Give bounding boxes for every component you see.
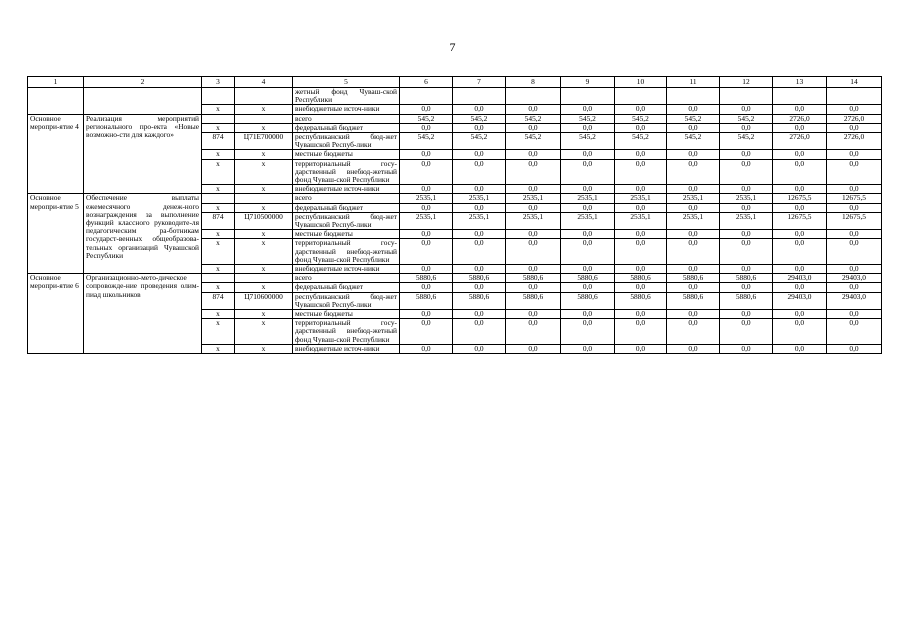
page-number: 7 [449, 40, 456, 54]
gr-code-cell: x [202, 159, 235, 185]
value-cell: 545,2 [453, 133, 506, 150]
value-cell: 0,0 [667, 123, 720, 132]
value-cell: 0,0 [615, 185, 667, 194]
source-name-cell: федеральный бюджет [293, 123, 400, 132]
source-name-cell: местные бюджеты [293, 150, 400, 159]
source-name-cell: местные бюджеты [293, 230, 400, 239]
header-cell: 3 [202, 77, 235, 88]
value-cell: 0,0 [827, 319, 882, 345]
csr-code-cell: x [235, 123, 293, 132]
value-cell: 0,0 [615, 310, 667, 319]
csr-code-cell: Ц71Е700000 [235, 133, 293, 150]
value-cell: 0,0 [667, 105, 720, 114]
value-cell: 29403,0 [827, 274, 882, 283]
header-cell: 1 [28, 77, 84, 88]
value-cell: 0,0 [561, 185, 615, 194]
value-cell: 0,0 [720, 344, 773, 353]
empty-cell [773, 88, 827, 105]
source-name-cell: территориальный госу-дарственный внебюд-жетный фонд Чуваш-ской Республики [293, 319, 400, 345]
value-cell: 0,0 [773, 123, 827, 132]
value-cell: 0,0 [400, 283, 453, 292]
value-cell: 0,0 [667, 265, 720, 274]
event-label-cell: Основное меропри-ятие 6 [28, 274, 84, 354]
value-cell: 0,0 [453, 310, 506, 319]
value-cell: 0,0 [400, 150, 453, 159]
value-cell: 0,0 [400, 203, 453, 212]
value-cell: 0,0 [827, 310, 882, 319]
value-cell: 0,0 [773, 283, 827, 292]
csr-code-cell: x [235, 150, 293, 159]
empty-cell [615, 88, 667, 105]
value-cell: 0,0 [453, 150, 506, 159]
value-cell: 2726,0 [827, 133, 882, 150]
source-name-cell: местные бюджеты [293, 310, 400, 319]
value-cell: 0,0 [561, 310, 615, 319]
value-cell: 0,0 [667, 310, 720, 319]
value-cell: 0,0 [827, 159, 882, 185]
value-cell: 0,0 [615, 239, 667, 265]
value-cell: 545,2 [615, 114, 667, 123]
value-cell: 0,0 [400, 344, 453, 353]
empty-cell [453, 88, 506, 105]
value-cell: 0,0 [827, 123, 882, 132]
value-cell: 0,0 [667, 185, 720, 194]
value-cell: 545,2 [720, 133, 773, 150]
value-cell: 29403,0 [773, 292, 827, 309]
value-cell: 2535,1 [561, 194, 615, 203]
value-cell: 0,0 [453, 265, 506, 274]
value-cell: 0,0 [561, 265, 615, 274]
value-cell: 0,0 [506, 239, 561, 265]
header-cell: 4 [235, 77, 293, 88]
value-cell: 0,0 [561, 150, 615, 159]
source-name-cell: федеральный бюджет [293, 283, 400, 292]
value-cell: 0,0 [667, 344, 720, 353]
value-cell: 0,0 [667, 150, 720, 159]
value-cell: 545,2 [506, 114, 561, 123]
value-cell: 545,2 [561, 133, 615, 150]
value-cell: 5880,6 [720, 292, 773, 309]
value-cell: 0,0 [615, 123, 667, 132]
value-cell: 29403,0 [827, 292, 882, 309]
value-cell: 0,0 [773, 319, 827, 345]
value-cell: 0,0 [506, 105, 561, 114]
csr-code-cell [235, 114, 293, 123]
value-cell: 0,0 [506, 283, 561, 292]
value-cell: 2726,0 [773, 114, 827, 123]
event-label-cell: Основное меропри-ятие 5 [28, 194, 84, 274]
value-cell: 0,0 [506, 265, 561, 274]
value-cell: 0,0 [453, 185, 506, 194]
value-cell: 0,0 [453, 239, 506, 265]
value-cell: 2535,1 [400, 194, 453, 203]
csr-code-cell: x [235, 344, 293, 353]
value-cell: 2535,1 [453, 194, 506, 203]
value-cell: 0,0 [561, 230, 615, 239]
value-cell: 0,0 [773, 265, 827, 274]
value-cell: 5880,6 [400, 292, 453, 309]
value-cell: 0,0 [827, 230, 882, 239]
event-description-cell: Организационно-мето-дическое сопровожде-ние проведения олим-пиад школьников [84, 274, 202, 354]
value-cell: 0,0 [827, 239, 882, 265]
value-cell: 0,0 [453, 203, 506, 212]
value-cell: 0,0 [773, 230, 827, 239]
value-cell: 0,0 [720, 123, 773, 132]
gr-code-cell: x [202, 105, 235, 114]
value-cell: 12675,5 [827, 194, 882, 203]
csr-code-cell: x [235, 203, 293, 212]
source-name-cell: республиканский бюд-жет Чувашской Респуб-лики [293, 292, 400, 309]
value-cell: 0,0 [506, 150, 561, 159]
header-cell: 11 [667, 77, 720, 88]
value-cell: 0,0 [453, 159, 506, 185]
source-name-cell: республиканский бюд-жет Чувашской Респуб-лики [293, 212, 400, 229]
value-cell: 0,0 [827, 283, 882, 292]
value-cell: 0,0 [615, 159, 667, 185]
value-cell: 0,0 [773, 203, 827, 212]
value-cell: 545,2 [667, 133, 720, 150]
value-cell: 0,0 [561, 159, 615, 185]
value-cell: 0,0 [773, 310, 827, 319]
source-name-cell: федеральный бюджет [293, 203, 400, 212]
gr-code-cell: x [202, 310, 235, 319]
value-cell: 0,0 [720, 319, 773, 345]
value-cell: 5880,6 [453, 292, 506, 309]
value-cell: 0,0 [506, 159, 561, 185]
value-cell: 0,0 [615, 319, 667, 345]
value-cell: 0,0 [506, 123, 561, 132]
value-cell: 2535,1 [667, 212, 720, 229]
value-cell: 0,0 [400, 310, 453, 319]
value-cell: 0,0 [773, 344, 827, 353]
value-cell: 0,0 [400, 159, 453, 185]
gr-code-cell: x [202, 203, 235, 212]
value-cell: 0,0 [827, 150, 882, 159]
value-cell: 545,2 [615, 133, 667, 150]
value-cell: 545,2 [720, 114, 773, 123]
value-cell: 0,0 [827, 344, 882, 353]
value-cell: 0,0 [720, 105, 773, 114]
event-description-cell: Обеспечение выплаты ежемесячного денеж-ного вознаграждения за выполнение функций классного руководите-ля педагогическим ра-ботникам государст-венных общеобразова-тельных организаций Чувашской Республики [84, 194, 202, 274]
value-cell: 0,0 [667, 230, 720, 239]
value-cell: 0,0 [453, 230, 506, 239]
csr-code-cell: x [235, 105, 293, 114]
value-cell: 0,0 [667, 283, 720, 292]
value-cell: 0,0 [561, 105, 615, 114]
value-cell: 5880,6 [667, 292, 720, 309]
value-cell: 2535,1 [506, 194, 561, 203]
value-cell: 0,0 [827, 203, 882, 212]
header-cell: 10 [615, 77, 667, 88]
value-cell: 0,0 [720, 283, 773, 292]
source-name-cell: территориальный госу-дарственный внебюд-жетный фонд Чуваш-ской Республики [293, 159, 400, 185]
event-description-cell: Реализация мероприятий регионального про-екта «Новые возможно-сти для каждого» [84, 114, 202, 194]
value-cell: 0,0 [720, 310, 773, 319]
funding-table [27, 76, 882, 354]
value-cell: 0,0 [720, 185, 773, 194]
empty-cell [561, 88, 615, 105]
source-name-cell: внебюджетные источ-ники [293, 105, 400, 114]
header-cell: 14 [827, 77, 882, 88]
csr-code-cell: x [235, 319, 293, 345]
table-row [28, 274, 882, 283]
value-cell: 545,2 [561, 114, 615, 123]
value-cell: 0,0 [506, 344, 561, 353]
value-cell: 0,0 [667, 203, 720, 212]
gr-code-cell: x [202, 230, 235, 239]
header-cell: 5 [293, 77, 400, 88]
value-cell: 545,2 [667, 114, 720, 123]
value-cell: 5880,6 [561, 274, 615, 283]
gr-code-cell: x [202, 344, 235, 353]
source-name-cell: республиканский бюд-жет Чувашской Респуб-лики [293, 133, 400, 150]
header-row [28, 77, 882, 88]
value-cell: 0,0 [720, 230, 773, 239]
value-cell: 12675,5 [827, 212, 882, 229]
empty-cell [400, 88, 453, 105]
value-cell: 0,0 [720, 159, 773, 185]
value-cell: 0,0 [453, 344, 506, 353]
header-cell: 13 [773, 77, 827, 88]
csr-code-cell: x [235, 185, 293, 194]
value-cell: 0,0 [667, 159, 720, 185]
gr-code-cell [202, 194, 235, 203]
value-cell: 2535,1 [720, 194, 773, 203]
value-cell: 0,0 [615, 105, 667, 114]
value-cell: 0,0 [615, 265, 667, 274]
source-name-cell: всего [293, 194, 400, 203]
value-cell: 0,0 [827, 265, 882, 274]
source-name-cell: всего [293, 114, 400, 123]
value-cell: 2535,1 [453, 212, 506, 229]
value-cell: 0,0 [561, 283, 615, 292]
value-cell: 0,0 [773, 150, 827, 159]
value-cell: 2535,1 [615, 194, 667, 203]
header-cell: 9 [561, 77, 615, 88]
value-cell: 2535,1 [506, 212, 561, 229]
empty-cell [506, 88, 561, 105]
value-cell: 545,2 [506, 133, 561, 150]
value-cell: 0,0 [773, 185, 827, 194]
value-cell: 0,0 [720, 239, 773, 265]
value-cell: 545,2 [400, 114, 453, 123]
value-cell: 0,0 [506, 230, 561, 239]
csr-code-cell: x [235, 239, 293, 265]
value-cell: 5880,6 [667, 274, 720, 283]
value-cell: 0,0 [667, 319, 720, 345]
value-cell: 0,0 [561, 319, 615, 345]
value-cell: 0,0 [453, 283, 506, 292]
empty-cell [720, 88, 773, 105]
value-cell: 0,0 [720, 265, 773, 274]
gr-code-cell: 874 [202, 292, 235, 309]
gr-code-cell: 874 [202, 212, 235, 229]
value-cell: 5880,6 [400, 274, 453, 283]
value-cell: 0,0 [615, 230, 667, 239]
value-cell: 0,0 [400, 105, 453, 114]
value-cell: 2535,1 [720, 212, 773, 229]
source-name-cell: внебюджетные источ-ники [293, 185, 400, 194]
csr-code-cell [235, 194, 293, 203]
csr-code-cell: x [235, 283, 293, 292]
table-row [28, 194, 882, 203]
value-cell: 0,0 [453, 123, 506, 132]
value-cell: 0,0 [400, 239, 453, 265]
value-cell: 0,0 [773, 239, 827, 265]
value-cell: 0,0 [561, 344, 615, 353]
value-cell: 5880,6 [453, 274, 506, 283]
value-cell: 0,0 [773, 105, 827, 114]
source-name-cell: всего [293, 274, 400, 283]
gr-code-cell: x [202, 319, 235, 345]
value-cell: 0,0 [453, 319, 506, 345]
value-cell: 0,0 [615, 150, 667, 159]
csr-code-cell: x [235, 310, 293, 319]
value-cell: 0,0 [506, 203, 561, 212]
header-cell: 2 [84, 77, 202, 88]
value-cell: 5880,6 [506, 274, 561, 283]
value-cell: 2535,1 [561, 212, 615, 229]
value-cell: 0,0 [720, 203, 773, 212]
value-cell: 2726,0 [827, 114, 882, 123]
header-cell: 12 [720, 77, 773, 88]
value-cell: 2535,1 [400, 212, 453, 229]
value-cell: 2726,0 [773, 133, 827, 150]
value-cell: 0,0 [615, 283, 667, 292]
source-name-cell: жетный фонд Чуваш-ской Республики [293, 88, 400, 105]
header-cell: 6 [400, 77, 453, 88]
value-cell: 29403,0 [773, 274, 827, 283]
value-cell: 0,0 [400, 265, 453, 274]
value-cell: 0,0 [400, 319, 453, 345]
gr-code-cell: x [202, 265, 235, 274]
value-cell: 5880,6 [506, 292, 561, 309]
value-cell: 0,0 [827, 105, 882, 114]
empty-cell [235, 88, 293, 105]
value-cell: 0,0 [561, 123, 615, 132]
gr-code-cell: 874 [202, 133, 235, 150]
value-cell: 0,0 [561, 203, 615, 212]
table-row [28, 88, 882, 105]
csr-code-cell: Ц710500000 [235, 212, 293, 229]
table-row [28, 114, 882, 123]
csr-code-cell: x [235, 159, 293, 185]
value-cell: 0,0 [400, 185, 453, 194]
value-cell: 0,0 [615, 344, 667, 353]
value-cell: 0,0 [615, 203, 667, 212]
value-cell: 545,2 [453, 114, 506, 123]
value-cell: 0,0 [561, 239, 615, 265]
gr-code-cell: x [202, 239, 235, 265]
csr-code-cell: x [235, 265, 293, 274]
value-cell: 12675,5 [773, 194, 827, 203]
source-name-cell: внебюджетные источ-ники [293, 265, 400, 274]
value-cell: 5880,6 [720, 274, 773, 283]
empty-cell [28, 88, 84, 115]
value-cell: 0,0 [506, 310, 561, 319]
value-cell: 5880,6 [615, 292, 667, 309]
value-cell: 0,0 [453, 105, 506, 114]
value-cell: 0,0 [827, 185, 882, 194]
gr-code-cell: x [202, 150, 235, 159]
value-cell: 12675,5 [773, 212, 827, 229]
value-cell: 0,0 [667, 239, 720, 265]
empty-cell [202, 88, 235, 105]
empty-cell [84, 88, 202, 115]
csr-code-cell [235, 274, 293, 283]
value-cell: 545,2 [400, 133, 453, 150]
value-cell: 0,0 [773, 159, 827, 185]
source-name-cell: территориальный госу-дарственный внебюд-жетный фонд Чуваш-ской Республики [293, 239, 400, 265]
gr-code-cell: x [202, 283, 235, 292]
empty-cell [827, 88, 882, 105]
value-cell: 0,0 [506, 319, 561, 345]
value-cell: 5880,6 [615, 274, 667, 283]
value-cell: 2535,1 [615, 212, 667, 229]
empty-cell [667, 88, 720, 105]
value-cell: 0,0 [400, 123, 453, 132]
source-name-cell: внебюджетные источ-ники [293, 344, 400, 353]
header-cell: 8 [506, 77, 561, 88]
value-cell: 0,0 [720, 150, 773, 159]
event-label-cell: Основное меропри-ятие 4 [28, 114, 84, 194]
value-cell: 5880,6 [561, 292, 615, 309]
csr-code-cell: Ц710600000 [235, 292, 293, 309]
gr-code-cell [202, 114, 235, 123]
value-cell: 2535,1 [667, 194, 720, 203]
value-cell: 0,0 [506, 185, 561, 194]
gr-code-cell [202, 274, 235, 283]
csr-code-cell: x [235, 230, 293, 239]
value-cell: 0,0 [400, 230, 453, 239]
gr-code-cell: x [202, 123, 235, 132]
gr-code-cell: x [202, 185, 235, 194]
header-cell: 7 [453, 77, 506, 88]
